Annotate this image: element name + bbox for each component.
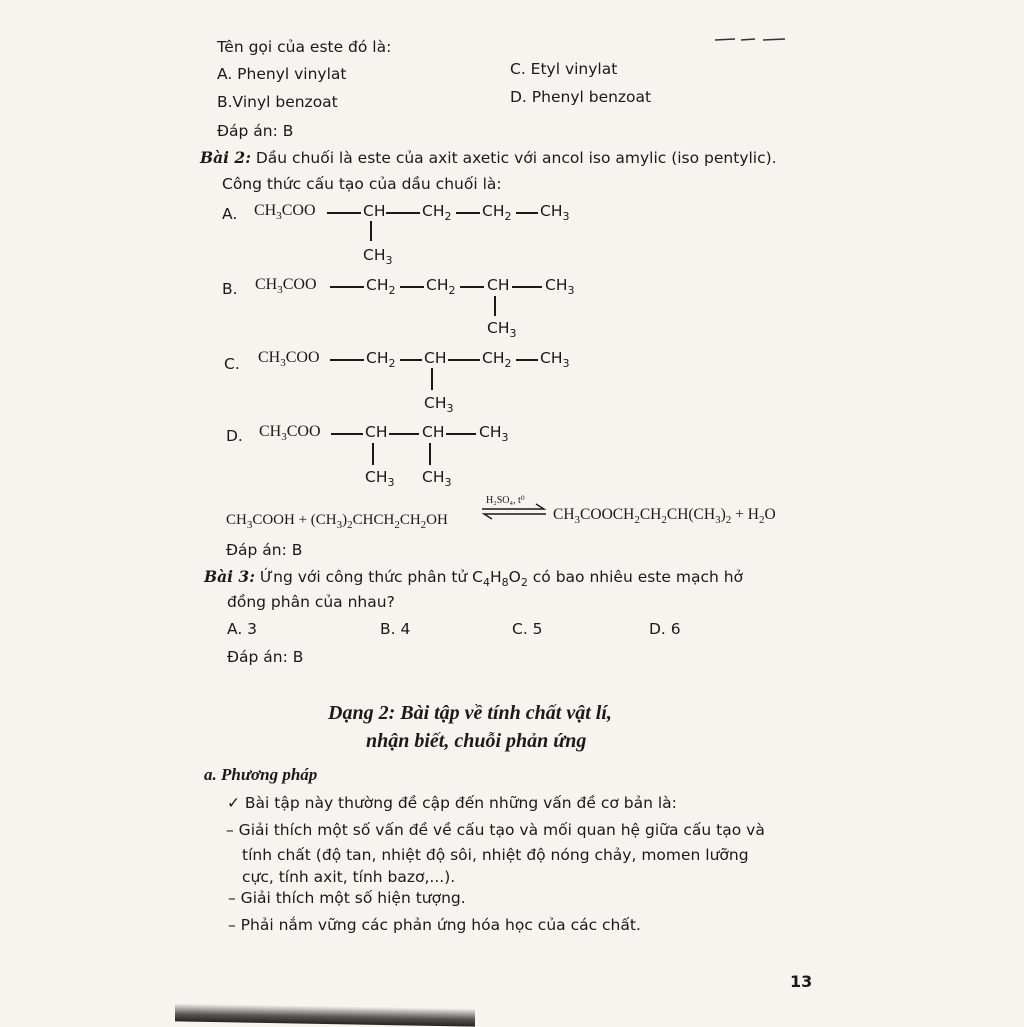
- d-branch2-bond: [429, 443, 431, 465]
- d-bond-3: [446, 433, 476, 435]
- q3-label: Bài 3:: [204, 567, 255, 586]
- b-c1: CH: [255, 276, 278, 293]
- r-left-d-sub: 2: [394, 519, 400, 531]
- q2-option-a-letter: A.: [222, 205, 238, 223]
- c-node3-sub: 2: [504, 357, 512, 370]
- b-bond-1: [330, 286, 364, 288]
- q3-text-a: Ứng với công thức phân tử C: [254, 568, 483, 586]
- c-node4-text: CH: [540, 349, 563, 367]
- c-bond-4: [516, 359, 538, 361]
- a-node4: [540, 201, 569, 223]
- a-node4-text: CH: [540, 202, 563, 220]
- d-branch1: [365, 467, 394, 489]
- q3-sub1: 4: [482, 576, 490, 589]
- q1-option-b: B.Vinyl benzoat: [217, 93, 338, 111]
- a-c1b: COO: [281, 202, 316, 219]
- q2-option-b-head: [255, 275, 317, 296]
- a-branch-text: CH: [363, 246, 386, 264]
- d-c1: CH: [259, 423, 282, 440]
- page-edge-shadow: [175, 1003, 475, 1026]
- r-left-a: CH: [226, 512, 247, 528]
- reaction-catalyst: H₂SO₄, t⁰: [486, 495, 525, 506]
- d-c1-sub: 3: [281, 431, 287, 443]
- q3-text-b: H: [489, 568, 502, 586]
- item1-line2: tính chất (độ tan, nhiệt độ sôi, nhiệt độ nóng chảy, momen lưỡng: [242, 846, 749, 864]
- c-node2: CH: [424, 349, 447, 367]
- r-left-b: COOH + (CH: [252, 512, 337, 528]
- a-node4-sub: 3: [562, 210, 570, 223]
- section-title-line1: Dạng 2: Bài tập về tính chất vật lí,: [328, 702, 612, 724]
- c-branch-bond: [431, 368, 433, 390]
- r-right-b: COOCH: [580, 506, 635, 523]
- b-bond-2: [400, 286, 424, 288]
- q1-option-a: A. Phenyl vinylat: [217, 65, 347, 83]
- d-node3-text: CH: [479, 423, 502, 441]
- r-left-c-sub: 2: [347, 519, 353, 531]
- check-item: ✓ Bài tập này thường đề cập đến những vấn đề cơ bản là:: [227, 794, 677, 812]
- b-c1-sub: 3: [277, 284, 283, 296]
- r-right-b-sub: 2: [634, 514, 640, 526]
- q2-line2: Công thức cấu tạo của dầu chuối là:: [222, 175, 502, 193]
- r-right-c-sub: 2: [661, 514, 667, 526]
- b-branch-sub: 3: [509, 327, 517, 340]
- q2-label: Bài 2:: [200, 148, 251, 167]
- c-node1-text: CH: [366, 349, 389, 367]
- r-right-d-sub: 3: [715, 514, 721, 526]
- a-bond-1: [327, 212, 361, 214]
- b-node4-text: CH: [545, 276, 568, 294]
- q3-option-c: C. 5: [512, 620, 543, 638]
- q2-option-a-head: [254, 201, 316, 222]
- a-c1: CH: [254, 202, 277, 219]
- section-title-line2: nhận biết, chuỗi phản ứng: [366, 730, 587, 752]
- q2-option-b-letter: B.: [222, 280, 238, 298]
- page-number: 13: [790, 972, 813, 991]
- q3-sub2: 8: [501, 576, 509, 589]
- d-branch2-sub: 3: [444, 476, 452, 489]
- q2-option-c-head: [258, 348, 320, 369]
- scan-mark: [715, 30, 785, 36]
- q1-option-c: C. Etyl vinylat: [510, 60, 618, 78]
- d-branch1-text: CH: [365, 468, 388, 486]
- c-node1-sub: 2: [388, 357, 396, 370]
- a-branch-sub: 3: [385, 254, 393, 267]
- item1-line1: – Giải thích một số vấn đề về cấu tạo và mối quan hệ giữa cấu tạo và: [226, 821, 765, 839]
- c-c1b: COO: [285, 349, 320, 366]
- a-node3-sub: 2: [504, 210, 512, 223]
- q3-option-b: B. 4: [380, 620, 411, 638]
- b-node2-text: CH: [426, 276, 449, 294]
- c-node3-text: CH: [482, 349, 505, 367]
- a-branch: [363, 245, 392, 267]
- d-branch2-text: CH: [422, 468, 445, 486]
- b-branch-bond: [494, 296, 496, 316]
- r-right-c: CH: [639, 506, 662, 523]
- q1-intro: Tên gọi của este đó là:: [217, 38, 392, 56]
- q2-option-c-letter: C.: [224, 355, 240, 373]
- a-node2-text: CH: [422, 202, 445, 220]
- r-right-a: CH: [553, 506, 575, 523]
- a-node2: [422, 201, 451, 223]
- reaction-right: [553, 505, 776, 526]
- r-right-f: + H: [731, 506, 759, 523]
- c-c1: CH: [258, 349, 281, 366]
- d-node3: [479, 422, 508, 444]
- r-left-a-sub: 3: [246, 519, 253, 531]
- q3-line2: đồng phân của nhau?: [227, 593, 395, 611]
- b-node4-sub: 3: [567, 284, 575, 297]
- b-node3: CH: [487, 276, 510, 294]
- q3-option-a: A. 3: [227, 620, 258, 638]
- c-branch-text: CH: [424, 394, 447, 412]
- r-left-f: OH: [426, 512, 448, 528]
- b-node1: [366, 275, 395, 297]
- d-node3-sub: 3: [501, 431, 509, 444]
- r-right-f-sub: 2: [758, 514, 765, 526]
- item3: – Phải nắm vững các phản ứng hóa học của các chất.: [228, 916, 641, 934]
- b-node1-text: CH: [366, 276, 389, 294]
- c-bond-1: [330, 359, 364, 361]
- q3-answer: Đáp án: B: [227, 648, 304, 666]
- q3-text-c: O: [508, 568, 521, 586]
- r-right-e-sub: 2: [725, 514, 732, 526]
- sub-heading: a. Phương pháp: [204, 765, 318, 784]
- r-left-c: ): [342, 512, 348, 528]
- c-node4-sub: 3: [562, 357, 570, 370]
- a-bond-3: [456, 212, 480, 214]
- b-node2: [426, 275, 455, 297]
- q2-option-d-head: [259, 422, 321, 443]
- q2-answer: Đáp án: B: [226, 541, 303, 559]
- c-node3: [482, 348, 511, 370]
- q2-text: Dầu chuối là este của axit axetic với ancol iso amylic (iso pentylic).: [250, 149, 777, 167]
- d-node1: CH: [365, 423, 388, 441]
- d-bond-2: [389, 433, 419, 435]
- d-c1b: COO: [286, 423, 321, 440]
- q3-question: [204, 567, 743, 589]
- b-bond-4: [512, 286, 542, 288]
- b-node1-sub: 2: [388, 284, 396, 297]
- a-node3: [482, 201, 511, 223]
- c-node1: [366, 348, 395, 370]
- a-branch-bond: [370, 221, 372, 241]
- r-left-b-sub: 3: [336, 519, 343, 531]
- c-branch: [424, 393, 453, 415]
- d-bond-1: [331, 433, 363, 435]
- r-right-g: O: [764, 506, 776, 523]
- a-node2-sub: 2: [444, 210, 452, 223]
- item1-line3: cực, tính axit, tính bazơ,...).: [242, 868, 456, 886]
- q3-text-d: có bao nhiêu este mạch hở: [527, 568, 744, 586]
- b-c1b: COO: [282, 276, 317, 293]
- r-right-d: CH(CH: [666, 506, 716, 523]
- b-branch: [487, 318, 516, 340]
- r-right-e: ): [720, 506, 726, 523]
- reaction-left: [226, 510, 448, 531]
- a-c1-sub: 3: [276, 210, 282, 222]
- d-branch1-bond: [372, 443, 374, 465]
- c-bond-3: [448, 359, 480, 361]
- a-node3-text: CH: [482, 202, 505, 220]
- c-branch-sub: 3: [446, 402, 454, 415]
- q3-sub3: 2: [520, 576, 528, 589]
- q1-option-d: D. Phenyl benzoat: [510, 88, 652, 106]
- q3-option-d: D. 6: [649, 620, 681, 638]
- item2: – Giải thích một số hiện tượng.: [228, 889, 466, 907]
- q1-answer: Đáp án: B: [217, 122, 294, 140]
- b-node2-sub: 2: [448, 284, 456, 297]
- d-branch1-sub: 3: [387, 476, 395, 489]
- b-bond-3: [460, 286, 484, 288]
- c-c1-sub: 3: [280, 357, 286, 369]
- equilibrium-arrow-icon: [480, 502, 548, 520]
- r-left-e-sub: 2: [420, 519, 427, 531]
- d-node2: CH: [422, 423, 445, 441]
- d-branch2: [422, 467, 451, 489]
- q2-question: [200, 148, 777, 168]
- b-node4: [545, 275, 574, 297]
- r-left-d: CHCH: [352, 512, 395, 528]
- q2-option-d-letter: D.: [226, 427, 243, 445]
- r-right-a-sub: 3: [574, 514, 581, 526]
- a-bond-2: [386, 212, 420, 214]
- a-node1: CH: [363, 202, 386, 220]
- c-node4: [540, 348, 569, 370]
- c-bond-2: [400, 359, 422, 361]
- a-bond-4: [516, 212, 538, 214]
- r-left-e: CH: [399, 512, 421, 528]
- b-branch-text: CH: [487, 319, 510, 337]
